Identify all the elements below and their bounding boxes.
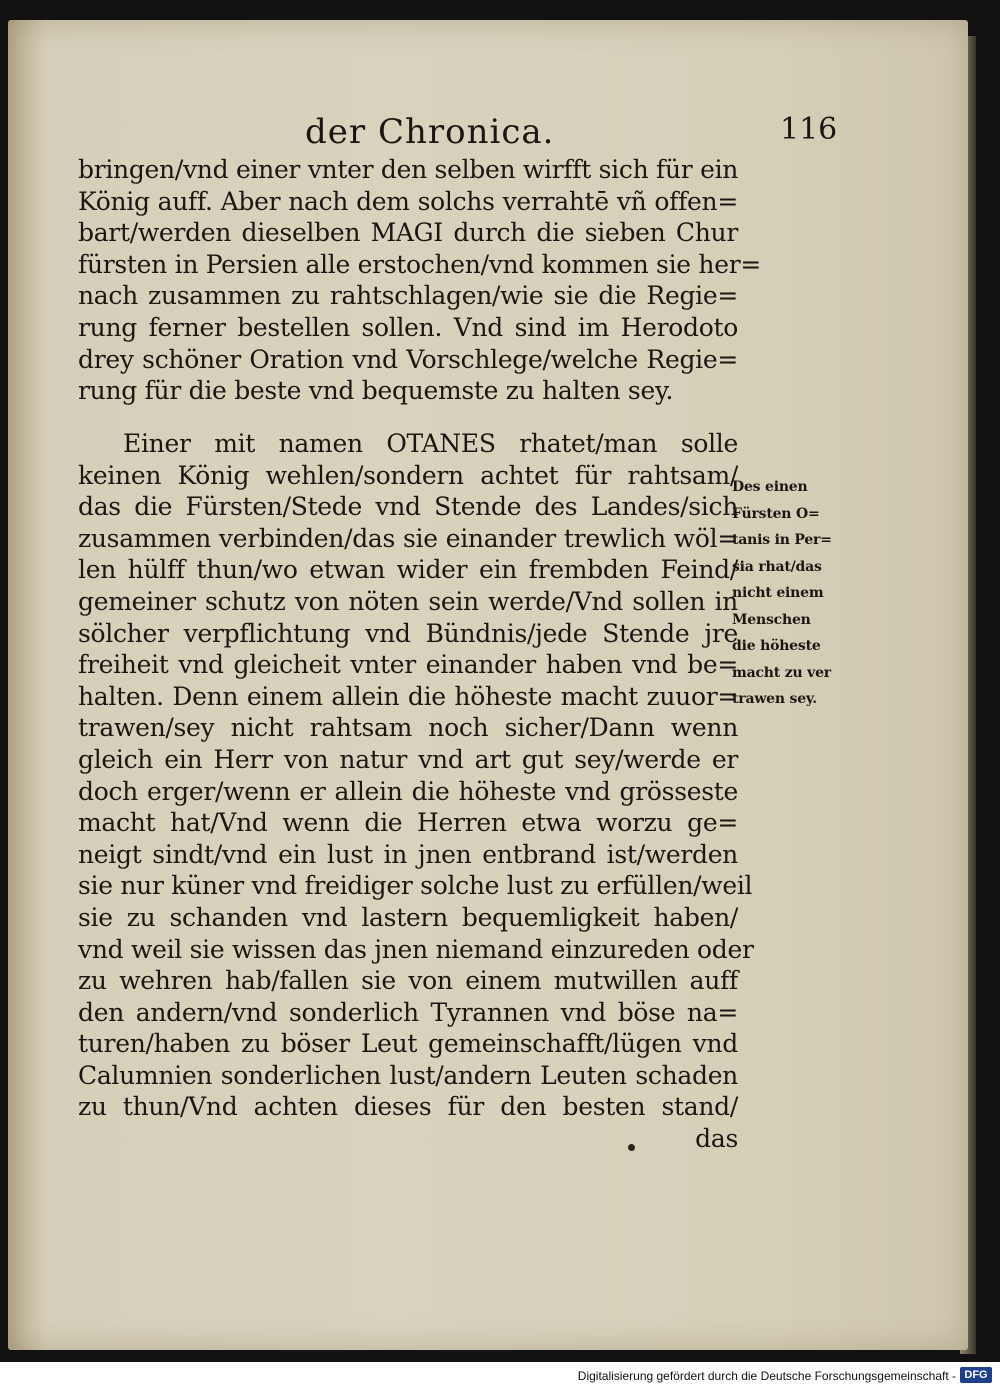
text-line: vnd weil sie wissen das jnen niemand einzureden oder	[78, 934, 754, 964]
text-line: Calumnien sonderlichen lust/andern Leuten schaden	[78, 1060, 738, 1090]
marginal-line: Des einen	[732, 479, 808, 495]
text-line: trawen/sey nicht rahtsam noch sicher/Dann wenn	[78, 713, 738, 743]
text-line: sölcher verpflichtung vnd Bündnis/jede Stende jre	[78, 618, 738, 648]
text-line: König auff. Aber nach dem solchs verrahtē vñ offen=	[78, 186, 738, 216]
text-line: drey schöner Oration vnd Vorschlege/welche Regie=	[78, 344, 738, 374]
text-line: Einer mit namen OTANES rhatet/man solle	[123, 429, 738, 458]
text-line: gemeiner schutz von nöten sein werde/Vnd sollen in	[78, 586, 738, 616]
marginal-line: trawen sey.	[732, 691, 817, 707]
marginal-line: Menschen	[732, 611, 811, 628]
text-line: turen/haben zu böser Leut gemeinschafft/lügen vnd	[78, 1029, 738, 1059]
marginal-line: macht zu ver	[732, 664, 831, 681]
text-line: freiheit vnd gleicheit vnter einander haben vnd be=	[78, 650, 738, 680]
text-line: gleich ein Herr von natur vnd art gut sey/werde er	[78, 744, 738, 774]
text-line: bart/werden dieselben MAGI durch die sieben Chur	[78, 218, 738, 248]
text-line: sie zu schanden vnd lastern bequemligkeit haben/	[78, 902, 738, 932]
text-line: das die Fürsten/Stede vnd Stende des Landes/sich	[78, 492, 738, 522]
running-head: der Chronica.	[305, 112, 555, 152]
digitization-credit: Digitalisierung gefördert durch die Deutsche Forschungsgemeinschaft -	[577, 1369, 956, 1383]
marginal-line: Fürsten O=	[732, 505, 820, 522]
marginal-line: die höheste	[732, 638, 821, 654]
text-line: zu thun/Vnd achten dieses für den besten stand/	[78, 1092, 738, 1122]
marginal-line: nicht einem	[732, 585, 824, 601]
text-line: zu wehren hab/fallen sie von einem mutwillen auff	[78, 966, 738, 996]
marginal-line: sia rhat/das	[732, 558, 822, 575]
marginal-line: tanis in Per=	[732, 532, 832, 548]
text-line: len hülff thun/wo etwan wider ein frembden Feind/	[78, 555, 738, 585]
text-line: nach zusammen zu rahtschlagen/wie sie die Regie=	[78, 281, 738, 311]
text-line: fürsten in Persien alle erstochen/vnd kommen sie her=	[78, 249, 762, 279]
text-line: zusammen verbinden/das sie einander trewlich wöl=	[78, 523, 738, 553]
text-line: neigt sindt/vnd ein lust in jnen entbrand ist/werden	[78, 839, 738, 869]
text-line: den andern/vnd sonderlich Tyrannen vnd böse na=	[78, 997, 738, 1027]
catchword: das	[695, 1124, 738, 1154]
text-line: doch erger/wenn er allein die höheste vnd grösseste	[78, 776, 738, 806]
page-number: 116	[780, 112, 838, 147]
paragraph-1	[78, 154, 762, 407]
text-line: sie nur küner vnd freidiger solche lust zu erfüllen/weil	[78, 871, 753, 901]
text-line: rung ferner bestellen sollen. Vnd sind im Herodoto	[78, 312, 738, 342]
text-line: bringen/vnd einer vnter den selben wirfft sich für ein	[78, 155, 739, 184]
ink-speck	[628, 1144, 635, 1151]
text-line: macht hat/Vnd wenn die Herren etwa worzu ge=	[78, 808, 738, 838]
paragraph-2	[78, 428, 754, 1155]
text-line: keinen König wehlen/sondern achtet für rahtsam/	[78, 460, 738, 490]
marginal-note	[732, 474, 852, 713]
text-line: rung für die beste vnd bequemste zu halten sey.	[78, 376, 674, 406]
text-line: halten. Denn einem allein die höheste macht zuuor=	[78, 681, 738, 711]
dfg-logo: DFG	[960, 1367, 992, 1383]
